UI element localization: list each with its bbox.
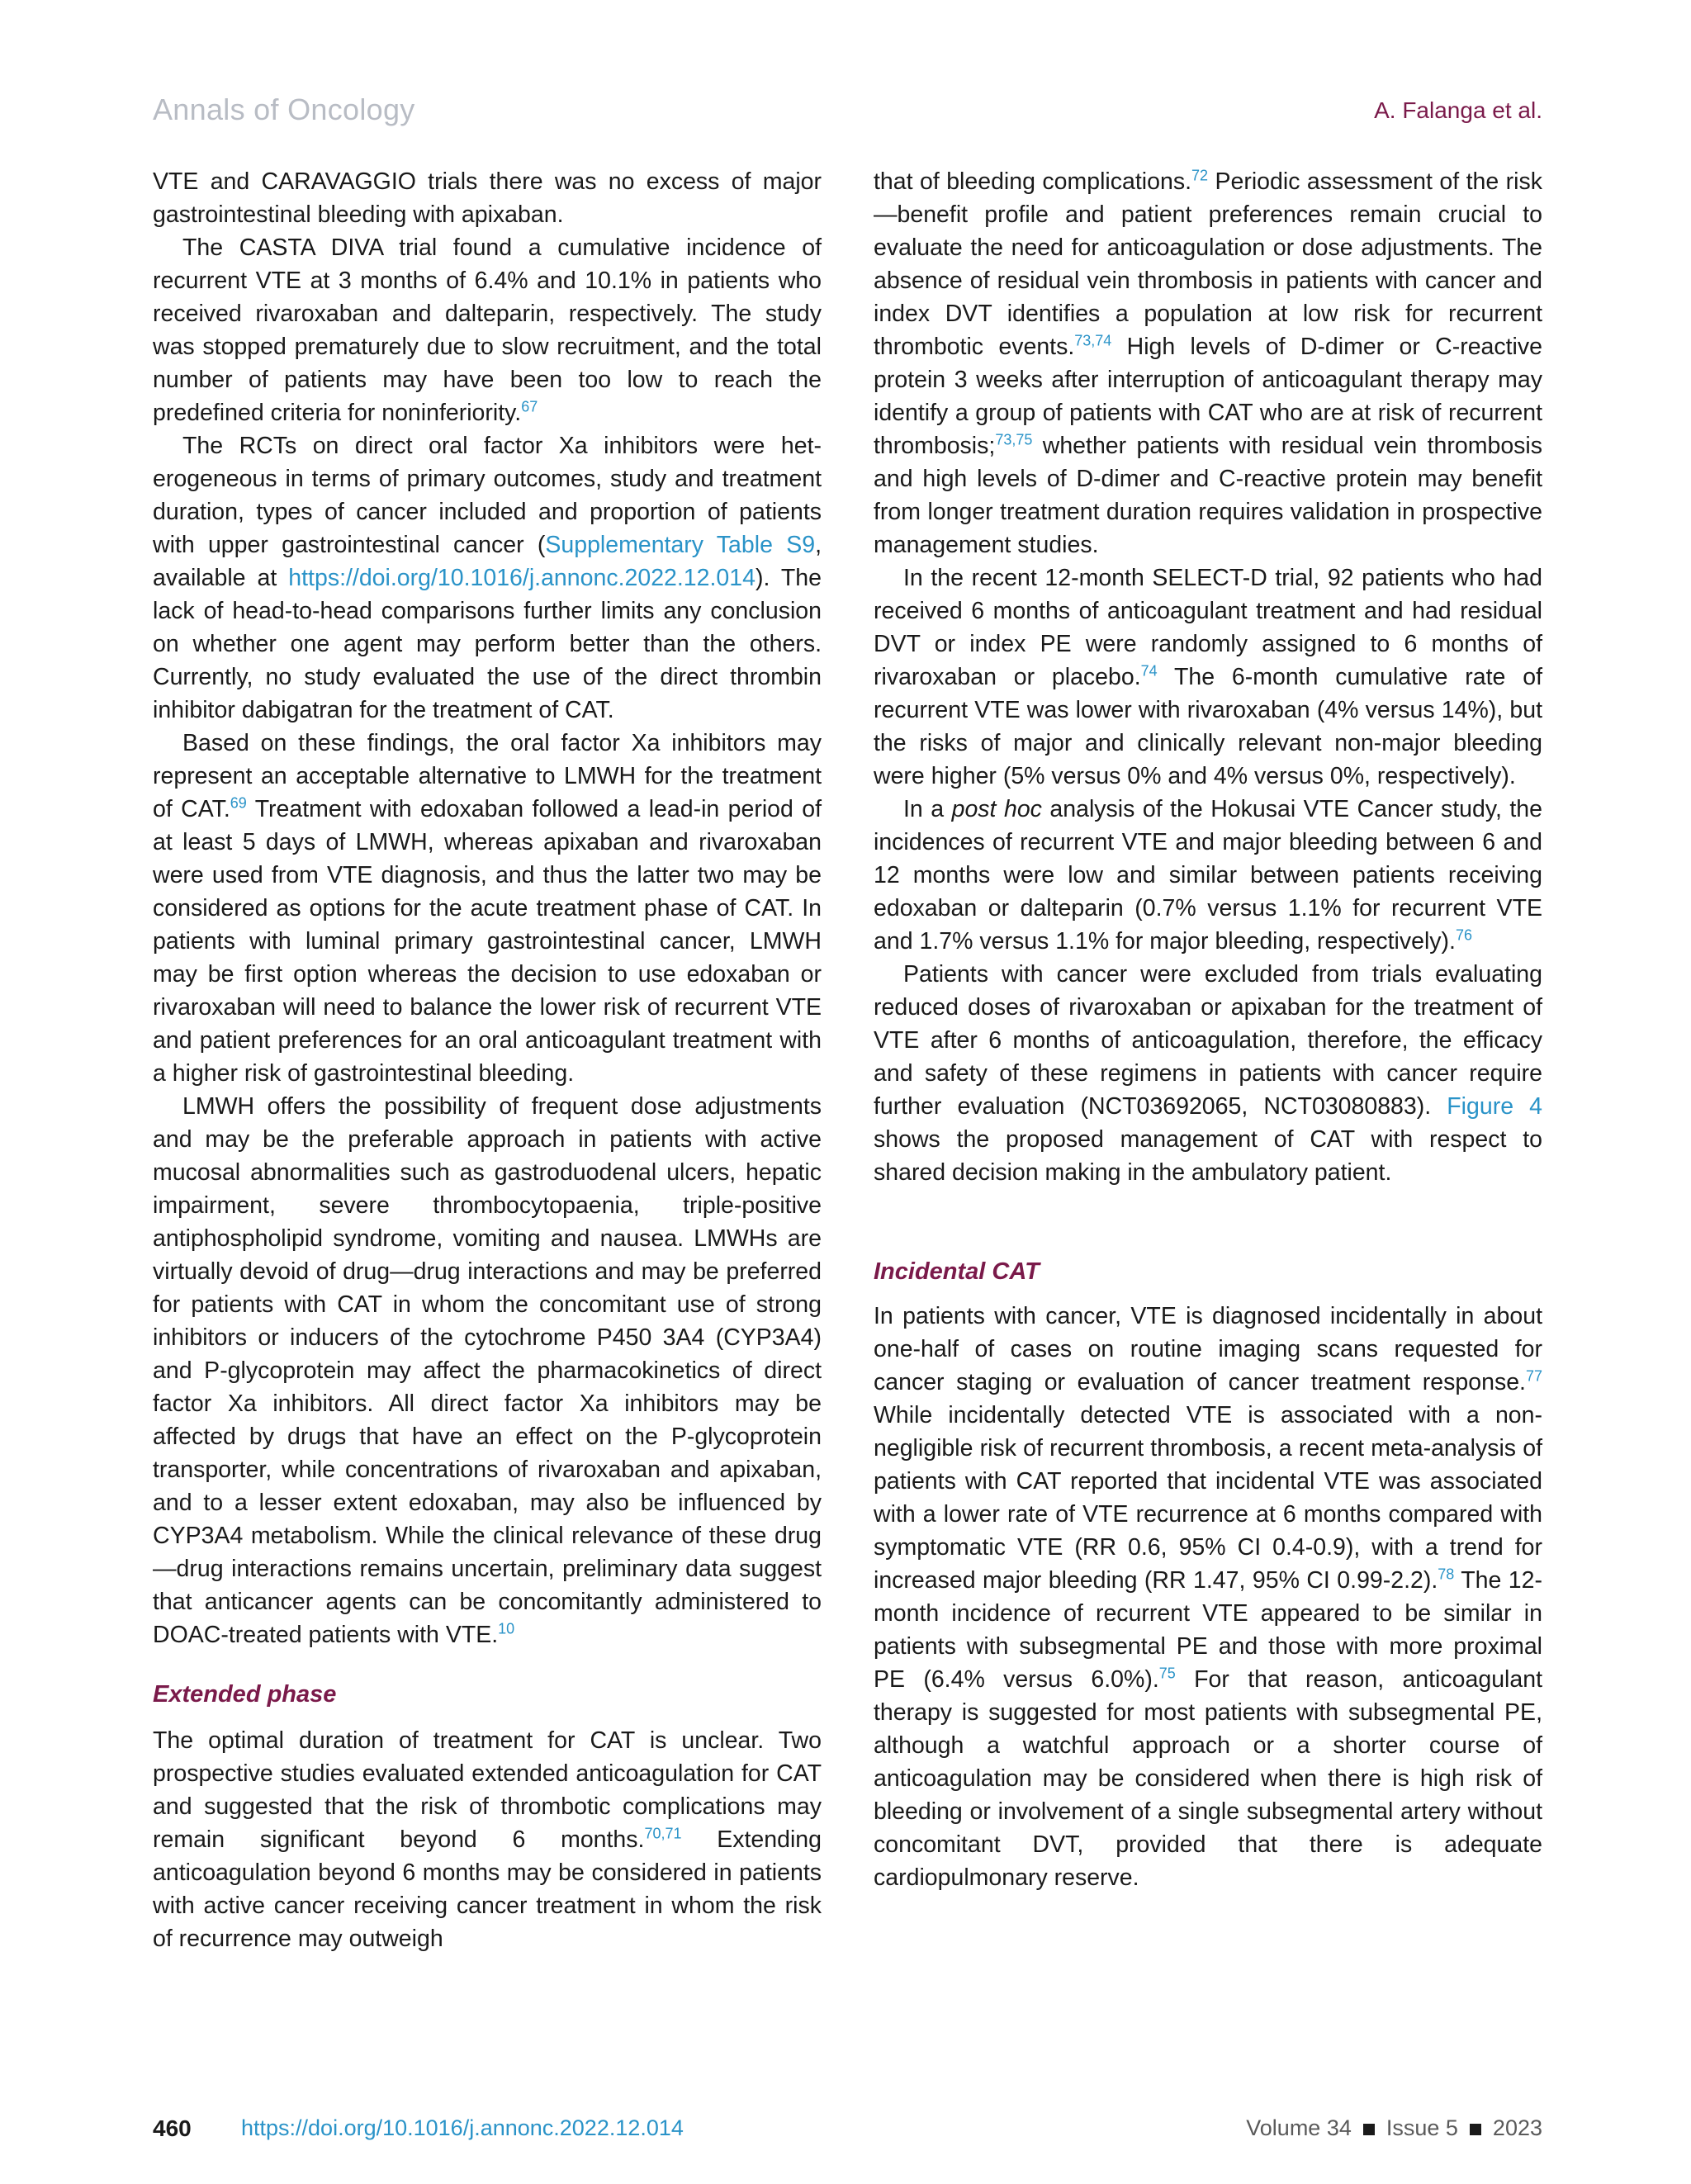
citation-ref[interactable]: 78 (1438, 1566, 1455, 1583)
supplementary-table-link[interactable]: Supplementary Table S9 (545, 532, 816, 558)
citation-ref[interactable]: 76 (1455, 926, 1472, 944)
paragraph: The RCTs on direct oral factor Xa inhibitors were heterogeneous in terms of primary outcomes, study and treatment duration, types of cancer included and proportion of patients with upper gastrointestinal cancer (Supplementary Table S9, available at https://doi.org/10.1016/j.annonc.2022.12.014). The lack of head-to-head comparisons further limits any conclusion on whether one agent may perform better than the others. Currently, no study evaluated the use of the direct thrombin inhibitor dabigatran for the treatment of CAT. (153, 433, 822, 723)
paragraph: The optimal duration of treatment for CAT is unclear. Two prospective studies evaluated extended anticoagulation for CAT and suggested that the risk of thrombotic complications may remain significant beyond 6 months.$^{70,71}$ Extending anticoagulation beyond 6 months may be considered in patients with active cancer receiving cancer treatment in whom the risk of recurrence may outweigh (153, 1727, 822, 1952)
section-heading: Incidental CAT (874, 1258, 1040, 1285)
right-column (874, 165, 1542, 1894)
paragraph: In patients with cancer, VTE is diagnosed incidentally in about one-half of cases on routine imaging scans requested for cancer staging or evaluation of cancer treatment response.$^{77}$ While incidentally detected VTE is associated with a non-negligible risk of recurrent thrombosis, a recent meta-analysis of patients with CAT reported that incidental VTE was associated with a lower rate of VTE recurrence at 6 months compared with symptomatic VTE (RR 0.6, 95% CI 0.4-0.9), with a trend for increased major bleeding (RR 1.47, 95% CI 0.99-2.2).$^{78}$ The 12-month incidence of recurrent VTE appeared to be similar in patients with subsegmental PE and those with more proximal PE (6.4% versus 6.0%).$^{75}$ For that reason, anticoagulant therapy is suggested for most patients with subsegmental PE, although a watchful approach or a shorter course of anticoagulation may be considered when there is high risk of bleeding or involvement of a single subsegmental artery without concomitant DVT, provided that there is adequate cardiopulmonary reserve. (874, 1303, 1543, 1891)
paragraph: that of bleeding complications.$^{72}$ Periodic assessment of the risk—benefit profile and patient preferences remain crucial to evaluate the need for anticoagulation or dose adjustments. The absence of residual vein thrombosis in patients with cancer and index DVT identifies a population at low risk for recurrent thrombotic events.$^{73,74}$ High levels of D-dimer or C-reactive protein 3 weeks after interruption of anticoagulant therapy may identify a group of patients with CAT who are at risk of recurrent thrombosis;$^{73,75}$ whether patients with residual vein thrombosis and high levels of D-dimer and C-reactive protein may benefit from longer treatment duration requires validation in prospective management studies. (874, 167, 1543, 558)
paragraph: Based on these findings, the oral factor Xa inhibitors may represent an acceptable alternative to LMWH for the treatment of CAT.$^{69}$ Treatment with edoxaban followed a lead-in period of at least 5 days of LMWH, whereas apixaban and rivaroxaban were used from VTE diagnosis, and thus the latter two may be considered as options for the acute treatment phase of CAT. In patients with luminal primary gastrointestinal cancer, LMWH may be first option whereas the decision to use edoxaban or rivaroxaban will need to balance the lower risk of recurrent VTE and patient preferences for an oral anticoagulant treatment with a higher risk of gastrointestinal bleeding. (153, 730, 822, 1087)
separator-square-icon (1363, 2124, 1375, 2135)
citation-ref[interactable]: 73,74 (1074, 332, 1112, 349)
citation-ref[interactable]: 72 (1191, 167, 1209, 184)
section-heading: Extended phase (153, 1681, 337, 1708)
doi-link[interactable]: https://doi.org/10.1016/j.annonc.2022.12.014 (288, 565, 756, 591)
journal-title: Annals of Oncology (153, 92, 415, 126)
author-running-head: A. Falanga et al. (1374, 97, 1542, 123)
citation-ref[interactable]: 74 (1140, 662, 1158, 680)
paragraph: In a post hoc analysis of the Hokusai VTE Cancer study, the incidences of recurrent VTE and major bleeding between 6 and 12 months were low and similar between patients receiving edoxaban or dalteparin (0.7% versus 1.1% for recurrent VTE and 1.7% versus 1.1% for major bleeding, respectively).$^{76}$ (874, 796, 1542, 955)
left-column (153, 165, 822, 1955)
citation-ref[interactable]: 70,71 (644, 1825, 682, 1842)
citation-ref[interactable]: 75 (1158, 1665, 1176, 1682)
footer-volume-info: Volume 34 Issue 5 2023 (1246, 2115, 1542, 2140)
paragraph: LMWH offers the possibility of frequent dose adjustments and may be the preferable approach in patients with active mucosal abnormalities such as gastroduodenal ulcers, hepatic impairment, severe thrombocytopaenia, triple-positive antiphospholipid syndrome, vomiting and nausea. LMWHs are virtually devoid of drug—drug interactions and may be preferred for patients with CAT in whom the concomitant use of strong inhibitors or inducers of the cytochrome P450 3A4 (CYP3A4) and P-glycoprotein may affect the pharmacokinetics of direct factor Xa inhibitors. All direct factor Xa inhibitors may be affected by drugs that have an effect on the P-glycoprotein transporter, while concentrations of rivaroxaban and apixaban, and to a lesser extent edoxaban, may also be influenced by CYP3A4 metabolism. While the clinical relevance of these drug—drug interactions remains uncertain, preliminary data suggest that anticancer agents can be concomitantly administered to DOAC-treated patients with VTE.$^{10}$ (153, 1093, 822, 1648)
citation-ref[interactable]: 77 (1525, 1367, 1542, 1385)
separator-square-icon (1470, 2124, 1481, 2135)
footer-doi-link[interactable]: https://doi.org/10.1016/j.annonc.2022.12.014 (241, 2115, 684, 2140)
citation-ref[interactable]: 69 (230, 794, 247, 812)
paragraph: Patients with cancer were excluded from trials evaluating reduced doses of rivaroxaban or apixaban for the treatment of VTE after 6 months of anticoagulation, therefore, the efficacy and safety of these regimens in patients with cancer require further evaluation (NCT03692065, NCT03080883). Figure 4 shows the proposed management of CAT with respect to shared decision making in the ambulatory patient. (874, 961, 1542, 1186)
figure-link[interactable]: Figure 4 (1447, 1093, 1542, 1120)
citation-ref[interactable]: 73,75 (995, 431, 1033, 448)
citation-ref[interactable]: 67 (521, 398, 538, 415)
paragraph: The CASTA DIVA trial found a cumulative incidence of recurrent VTE at 3 months of 6.4% and 10.1% in patients who received rivaroxaban and dalteparin, respectively. The study was stopped prematurely due to slow recruitment, and the total number of patients may have been too low to reach the predefined criteria for noninferiority.$^{67}$ (153, 235, 822, 426)
paragraph: In the recent 12-month SELECT-D trial, 92 patients who had received 6 months of anticoagulant treatment and had residual DVT or index PE were randomly assigned to 6 months of rivaroxaban or placebo.$^{74}$ The 6-month cumulative rate of recurrent VTE was lower with rivaroxaban (4% versus 14%), but the risks of major and clinically relevant non-major bleeding were higher (5% versus 0% and 4% versus 0%, respectively). (874, 565, 1542, 789)
citation-ref[interactable]: 10 (498, 1620, 515, 1637)
page-number: 460 (153, 2115, 192, 2141)
paragraph: VTE and CARAVAGGIO trials there was no excess of major gastrointestinal bleeding with apixaban. (153, 168, 822, 228)
